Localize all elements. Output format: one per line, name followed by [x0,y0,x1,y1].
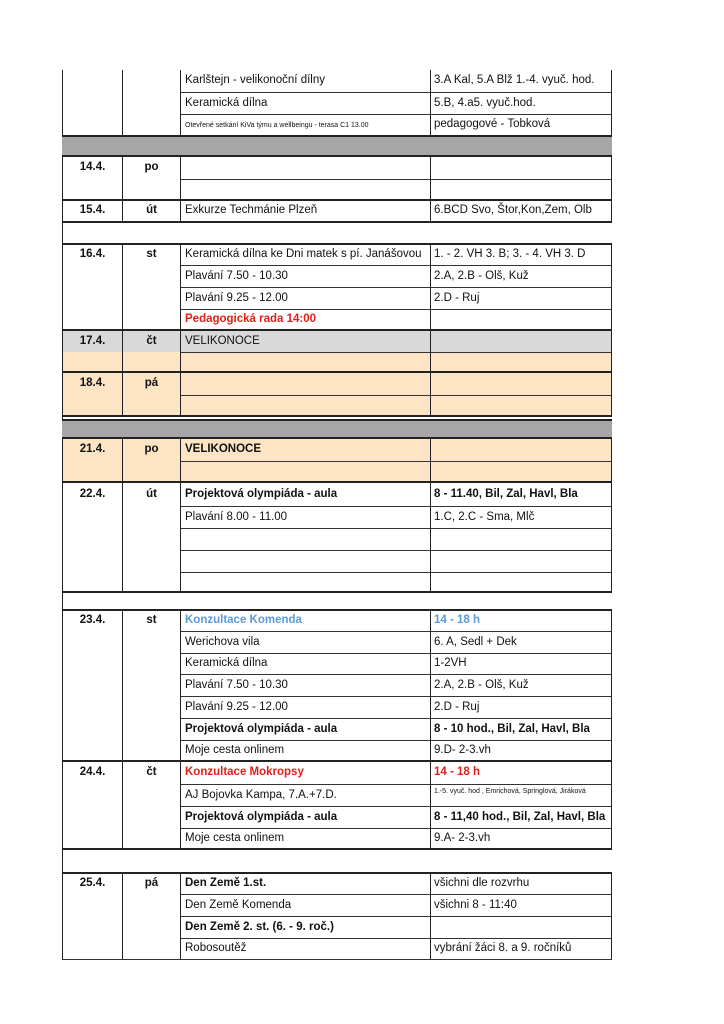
table-row [62,828,612,850]
date-cell: 22.4. [62,483,122,506]
participants-cell: 3.A Kal, 5.A Blž 1.-4. vyuč. hod. [430,70,612,92]
participants-cell: všichni dle rozvrhu [430,874,612,894]
event-cell [180,179,430,199]
day-cell [122,572,180,591]
date-cell [62,114,122,135]
day-cell: út [122,483,180,506]
participants-cell: 1.C, 2.C - Sma, Mlč [430,506,612,528]
day-cell [122,506,180,528]
day-cell [122,352,180,371]
week-separator [62,135,612,157]
participants-cell: 8 - 10 hod., Bil, Zal, Havl, Bla [430,718,612,740]
day-cell: po [122,157,180,179]
table-row [62,483,612,506]
date-cell [62,828,122,848]
participants-cell: 2.D - Ruj [430,287,612,309]
date-cell [62,461,122,481]
participants-cell: vybrání žáci 8. a 9. ročníků [430,938,612,959]
participants-cell: 2.D - Ruj [430,696,612,718]
participants-cell: 5.B, 4.a5. vyuč.hod. [430,92,612,114]
date-cell: 16.4. [62,245,122,265]
table-row [62,784,612,806]
event-cell: Plavání 8.00 - 11.00 [180,506,430,528]
table-row [62,395,612,417]
date-cell [62,395,122,415]
day-cell [122,916,180,938]
date-cell [62,265,122,287]
day-cell: po [122,439,180,461]
day-cell [122,550,180,572]
participants-cell: 6.BCD Svo, Štor,Kon,Zem, Olb [430,201,612,221]
participants-cell: 2.A, 2.B - Olš, Kuž [430,265,612,287]
table-row [62,439,612,461]
event-cell [180,395,430,415]
event-cell [180,352,430,371]
date-cell [62,916,122,938]
day-cell: pá [122,373,180,395]
spacer-row [62,593,612,609]
table-row [62,506,612,528]
date-cell [62,550,122,572]
participants-cell [430,916,612,938]
participants-cell [430,461,612,481]
participants-cell: 9.D- 2-3.vh [430,740,612,760]
date-cell [62,806,122,828]
date-cell [62,894,122,916]
table-row [62,572,612,593]
date-cell: 25.4. [62,874,122,894]
event-cell: Konzultace Komenda [180,611,430,631]
day-cell: pá [122,874,180,894]
participants-cell: 8 - 11,40 hod., Bil, Zal, Havl, Bla [430,806,612,828]
date-cell [62,309,122,329]
day-cell [122,653,180,674]
table-row [62,872,612,894]
participants-cell [430,572,612,591]
week-separator [62,419,612,439]
day-cell [122,828,180,848]
table-row [62,179,612,201]
date-cell [62,287,122,309]
participants-cell: 9.A- 2-3.vh [430,828,612,848]
event-cell [180,550,430,572]
date-cell: 24.4. [62,762,122,784]
table-row [62,243,612,265]
table-row [62,373,612,395]
table-row [62,762,612,784]
date-cell [62,506,122,528]
participants-cell [430,179,612,199]
spacer-row [62,223,612,243]
table-row [62,92,612,114]
table-row [62,696,612,718]
day-cell [122,784,180,806]
table-row [62,938,612,960]
participants-cell [430,528,612,550]
event-cell: Exkurze Techmánie Plzeň [180,201,430,221]
day-cell [122,114,180,135]
day-cell [122,265,180,287]
event-cell: Otevřené setkání KiVa týmu a wellbeingu - terasa C1 13.00 [180,114,430,135]
event-cell: Plavání 9.25 - 12.00 [180,287,430,309]
event-cell: VELIKONOCE [180,331,430,352]
date-cell [62,92,122,114]
participants-cell [430,550,612,572]
date-cell [62,352,122,371]
event-cell: Pedagogická rada 14:00 [180,309,430,329]
event-cell [180,572,430,591]
event-cell: Plavání 7.50 - 10.30 [180,265,430,287]
day-cell [122,740,180,760]
schedule-table [62,70,612,960]
date-cell: 21.4. [62,439,122,461]
date-cell [62,718,122,740]
participants-cell: pedagogové - Tobková [430,114,612,135]
table-row [62,916,612,938]
date-cell: 17.4. [62,331,122,352]
table-row [62,70,612,92]
table-row [62,718,612,740]
table-row [62,265,612,287]
table-row [62,740,612,762]
participants-cell: 2.A, 2.B - Olš, Kuž [430,674,612,696]
date-cell [62,653,122,674]
table-row [62,528,612,550]
date-cell [62,696,122,718]
participants-cell [430,373,612,395]
day-cell: st [122,611,180,631]
event-cell [180,373,430,395]
date-cell [62,740,122,760]
participants-cell [430,439,612,461]
event-cell: Konzultace Mokropsy [180,762,430,784]
event-cell: Keramická dílna ke Dni matek s pí. Janášovou [180,245,430,265]
date-cell: 15.4. [62,201,122,221]
day-cell [122,461,180,481]
event-cell [180,461,430,481]
event-cell: Plavání 9.25 - 12.00 [180,696,430,718]
table-row [62,201,612,223]
date-cell: 14.4. [62,157,122,179]
table-row [62,550,612,572]
day-cell: čt [122,331,180,352]
participants-cell: 14 - 18 h [430,762,612,784]
day-cell [122,806,180,828]
day-cell: čt [122,762,180,784]
table-row [62,287,612,309]
day-cell [122,894,180,916]
event-cell: Keramická dílna [180,653,430,674]
spacer-row [62,850,612,872]
day-cell: út [122,201,180,221]
table-row [62,631,612,653]
day-cell [122,309,180,329]
table-row [62,157,612,179]
participants-cell [430,157,612,179]
table-row [62,352,612,373]
day-cell [122,528,180,550]
table-row [62,609,612,631]
table-row [62,894,612,916]
table-row [62,674,612,696]
event-cell: Moje cesta onlinem [180,740,430,760]
day-cell [122,70,180,92]
event-cell: AJ Bojovka Kampa, 7.A.+7.D. [180,784,430,806]
participants-cell [430,309,612,329]
day-cell: st [122,245,180,265]
table-row [62,461,612,483]
day-cell [122,938,180,959]
table-row [62,309,612,331]
event-cell: Den Země 1.st. [180,874,430,894]
participants-cell [430,352,612,371]
participants-cell [430,331,612,352]
event-cell: Robosoutěž [180,938,430,959]
date-cell: 18.4. [62,373,122,395]
date-cell [62,938,122,959]
date-cell [62,572,122,591]
table-row [62,653,612,674]
event-cell: Plavání 7.50 - 10.30 [180,674,430,696]
date-cell [62,528,122,550]
day-cell [122,179,180,199]
event-cell: Den Země 2. st. (6. - 9. roč.) [180,916,430,938]
day-cell [122,718,180,740]
date-cell [62,674,122,696]
event-cell: VELIKONOCE [180,439,430,461]
participants-cell: 14 - 18 h [430,611,612,631]
event-cell: Projektová olympiáda - aula [180,483,430,506]
participants-cell: všichni 8 - 11:40 [430,894,612,916]
participants-cell: 6. A, Sedl + Dek [430,631,612,653]
event-cell: Den Země Komenda [180,894,430,916]
table-row [62,331,612,352]
participants-cell: 8 - 11.40, Bil, Zal, Havl, Bla [430,483,612,506]
day-cell [122,287,180,309]
participants-cell: 1. - 2. VH 3. B; 3. - 4. VH 3. D [430,245,612,265]
participants-cell: 1-2VH [430,653,612,674]
day-cell [122,395,180,415]
participants-cell: 1.-5. vyuč. hod , Emrichová, Springlová, Jiráková [430,784,612,806]
table-row [62,806,612,828]
event-cell: Werichova vila [180,631,430,653]
date-cell [62,631,122,653]
date-cell [62,179,122,199]
event-cell: Moje cesta onlinem [180,828,430,848]
day-cell [122,696,180,718]
table-row [62,114,612,135]
participants-cell [430,395,612,415]
event-cell: Keramická dílna [180,92,430,114]
event-cell: Karlštejn - velikonoční dílny [180,70,430,92]
day-cell [122,674,180,696]
event-cell [180,528,430,550]
day-cell [122,631,180,653]
date-cell: 23.4. [62,611,122,631]
event-cell: Projektová olympiáda - aula [180,806,430,828]
date-cell [62,784,122,806]
event-cell: Projektová olympiáda - aula [180,718,430,740]
event-cell [180,157,430,179]
date-cell [62,70,122,92]
day-cell [122,92,180,114]
